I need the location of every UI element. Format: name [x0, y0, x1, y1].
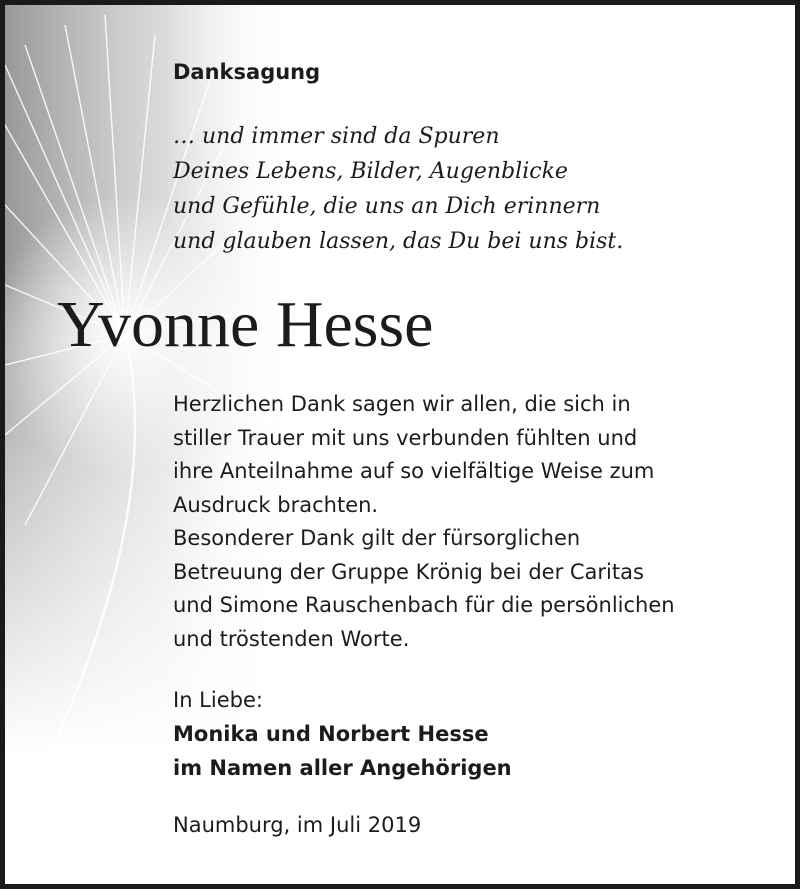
text-line: und tröstenden Worte.: [173, 626, 410, 651]
text-line: stiller Trauer mit uns verbunden fühlten und: [173, 425, 638, 450]
closing-intro: In Liebe:: [173, 688, 263, 712]
text-line: Betreuung der Gruppe Krönig bei der Caritas: [173, 559, 644, 584]
text-line: Ausdruck brachten.: [173, 492, 379, 517]
place-date: Naumburg, im Juli 2019: [173, 813, 422, 837]
family-line: im Namen aller Angehörigen: [173, 756, 512, 780]
signature-block: [173, 683, 512, 785]
deceased-name: Yvonne Hesse: [57, 288, 434, 361]
heading: Danksagung: [173, 60, 321, 84]
signers: Monika und Norbert Hesse: [173, 722, 489, 746]
text-line: und Simone Rauschenbach für die persönlichen: [173, 593, 675, 617]
poem-line: Deines Lebens, Bilder, Augenblicke: [173, 159, 568, 184]
poem-line: und glauben lassen, das Du bei uns bist.: [173, 229, 624, 254]
poem-line: … und immer sind da Spuren: [173, 124, 500, 149]
text-line: Besonderer Dank gilt der fürsorglichen: [173, 526, 581, 550]
poem-line: und Gefühle, die uns an Dich erinnern: [173, 194, 601, 219]
thanks-text: [173, 388, 675, 656]
text-line: Herzlichen Dank sagen wir allen, die sich in: [173, 392, 631, 416]
poem: [173, 119, 623, 259]
text-line: ihre Anteilnahme auf so vielfältige Weise zum: [173, 459, 655, 483]
